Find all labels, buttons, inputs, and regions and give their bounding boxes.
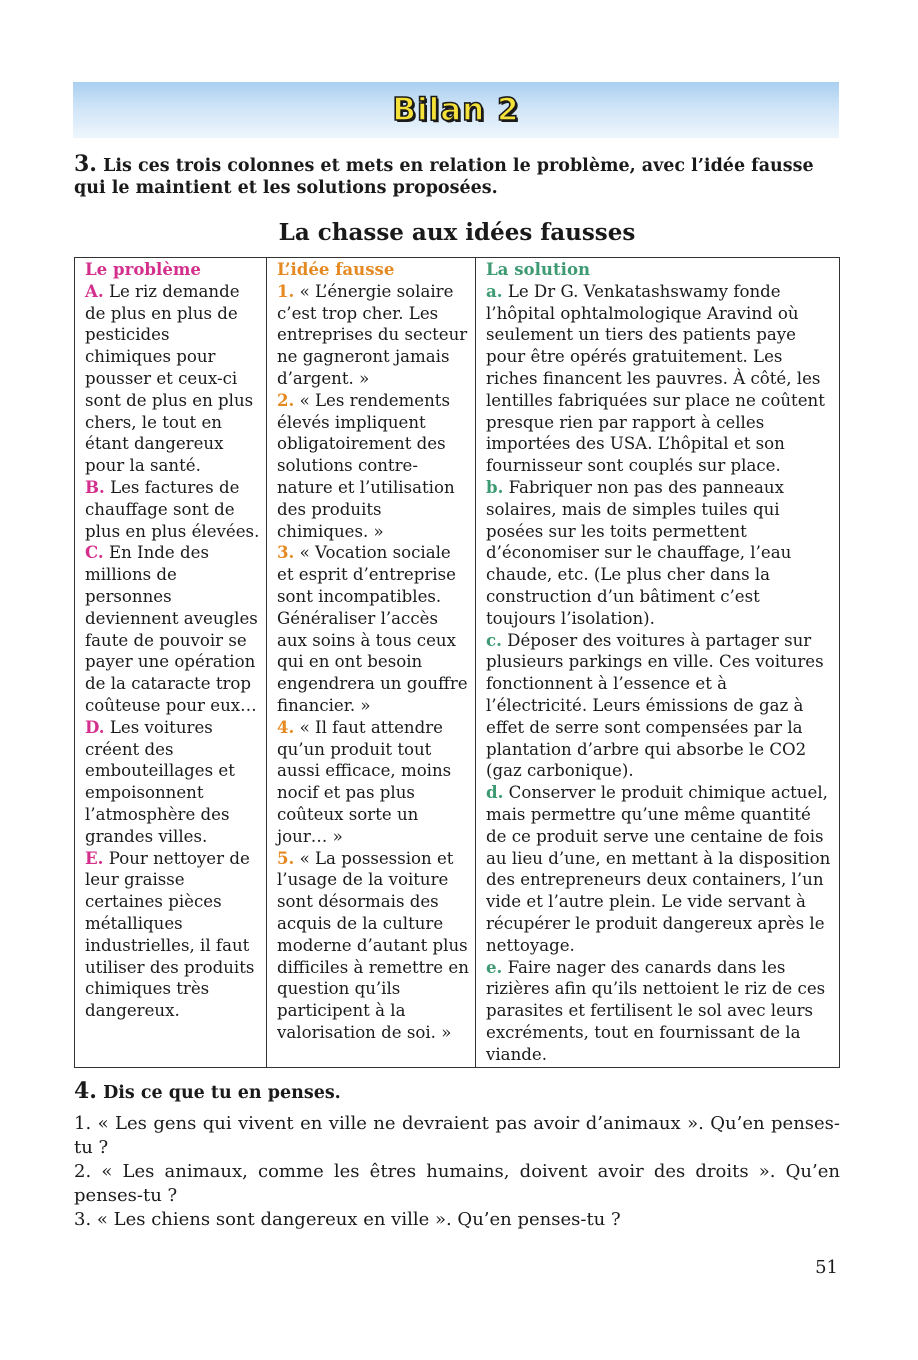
list-item bbox=[277, 543, 468, 715]
item-text: Les factures de chauffage sont de plus en plus élevées. bbox=[85, 477, 260, 541]
item-label: 4. bbox=[277, 716, 295, 737]
page-title: Bilan 2 bbox=[392, 92, 520, 128]
item-text: Le Dr G. Venkatashswamy fonde l’hôpital ophtalmologique Aravind où seulement un tiers des patients paye pour être opérés gratuitement. Les riches financent les pauvres. À côté, les lentilles fabriquées sur place ne coûtent presque rien par rapport à celles importées des USA. L’hôpital et son fournisseur sont couplés sur place. bbox=[486, 281, 825, 476]
item-label: 1. bbox=[277, 280, 295, 301]
ideas-table bbox=[74, 257, 840, 1068]
item-label: E. bbox=[85, 847, 104, 868]
column-header: L’idée fausse bbox=[277, 259, 395, 279]
list-item bbox=[85, 718, 235, 846]
list-item bbox=[486, 783, 830, 955]
item-label: 3. bbox=[277, 542, 295, 563]
list-item bbox=[486, 631, 824, 781]
item-text: Le riz demande de plus en plus de pesticides chimiques pour pousser et ceux-ci sont de plus en plus chers, le tout en étant dangereux pour la santé. bbox=[85, 281, 254, 476]
item-text: En Inde des millions de personnes deviennent aveugles faute de pouvoir se payer une opération de la cataracte trop coûteuse pour eux… bbox=[85, 543, 258, 715]
page-number: 51 bbox=[815, 1257, 838, 1278]
item-label: C. bbox=[85, 542, 104, 563]
exercise-4 bbox=[74, 1080, 840, 1104]
question-list bbox=[74, 1112, 840, 1232]
column-solution bbox=[476, 258, 840, 1068]
list-item bbox=[277, 718, 451, 846]
item-text: « Les rendements élevés impliquent obligatoirement des solutions contre-nature et l’utilisation des produits chimiques. » bbox=[277, 390, 455, 541]
list-item bbox=[277, 282, 467, 388]
list-item bbox=[85, 478, 259, 541]
list-item bbox=[486, 478, 791, 628]
item-label: 2. bbox=[277, 389, 295, 410]
list-item bbox=[85, 849, 254, 1021]
question-item: 2. « Les animaux, comme les êtres humains, doivent avoir des droits ». Qu’en penses-tu ? bbox=[74, 1161, 840, 1206]
item-label: c. bbox=[486, 629, 502, 650]
item-text: « Vocation sociale et esprit d’entreprise sont incompatibles. Généraliser l’accès aux soins à tous ceux qui en ont besoin engendrera un gouffre financier. » bbox=[277, 543, 468, 715]
exercise-3 bbox=[74, 153, 840, 199]
item-text: « Il faut attendre qu’un produit tout aussi efficace, moins nocif et pas plus coûteux sorte un jour… » bbox=[277, 717, 452, 846]
column-header: La solution bbox=[486, 259, 591, 279]
item-text: Les voitures créent des embouteillages et empoisonnent l’atmosphère des grandes villes. bbox=[85, 717, 235, 846]
item-text: Conserver le produit chimique actuel, mais permettre qu’une même quantité de ce produit serve une centaine de fois au lieu d’une, en mettant à la disposition des entrepreneurs deux containers, l’un vide et l’autre plein. Le vide servant à récupérer le produit dangereux après le nettoyage. bbox=[486, 783, 831, 955]
item-text: « La possession et l’usage de la voiture sont désormais des acquis de la culture moderne d’autant plus difficiles à remettre en question qu’ils participent à la valorisation de soi. » bbox=[277, 848, 469, 1042]
item-text: Faire nager des canards dans les rizières afin qu’ils nettoient le riz de ces parasites et fertilisent le sol avec leurs excréments, tout en fournissant de la viande. bbox=[486, 957, 826, 1064]
exercise-number: 4. bbox=[74, 1078, 97, 1104]
exercise-instruction: Dis ce que tu en penses. bbox=[103, 1083, 341, 1103]
item-label: b. bbox=[486, 476, 504, 497]
item-label: e. bbox=[486, 956, 503, 977]
column-header: Le problème bbox=[85, 259, 201, 279]
table-row bbox=[75, 258, 840, 1068]
item-text: Fabriquer non pas des panneaux solaires, mais de simples tuiles qui posées sur les toits permettent d’économiser sur le chauffage, l’eau chaude, etc. (Le plus cher dans la construction d’un bâtiment c’est toujours l’isolation). bbox=[486, 477, 792, 628]
list-item bbox=[486, 282, 825, 475]
item-text: Pour nettoyer de leur graisse certaines pièces métalliques industrielles, il faut utiliser des produits chimiques très dangereux. bbox=[85, 848, 255, 1021]
title-banner bbox=[73, 82, 839, 138]
list-item bbox=[277, 391, 455, 541]
item-text: « L’énergie solaire c’est trop cher. Les entreprises du secteur ne gagneront jamais d’argent. » bbox=[277, 281, 468, 388]
list-item bbox=[85, 543, 258, 715]
exercise-number: 3. bbox=[74, 151, 97, 177]
exercise-instruction: Lis ces trois colonnes et mets en relation le problème, avec l’idée fausse qui le maintient et les solutions proposées. bbox=[74, 156, 814, 198]
question-item: 1. « Les gens qui vivent en ville ne devraient pas avoir d’animaux ». Qu’en penses-tu ? bbox=[74, 1113, 840, 1158]
item-label: d. bbox=[486, 782, 504, 803]
question-item: 3. « Les chiens sont dangereux en ville ». Qu’en penses-tu ? bbox=[74, 1209, 621, 1230]
list-item bbox=[486, 958, 825, 1064]
column-probleme bbox=[75, 258, 267, 1068]
item-label: 5. bbox=[277, 847, 295, 868]
item-label: A. bbox=[85, 280, 104, 301]
item-label: B. bbox=[85, 476, 105, 497]
column-idee-fausse bbox=[267, 258, 476, 1068]
list-item bbox=[85, 282, 253, 475]
list-item bbox=[277, 849, 469, 1042]
item-text: Déposer des voitures à partager sur plusieurs parkings en ville. Ces voitures fonctionnent à l’essence et à l’électricité. Leurs émissions de gaz à effet de serre sont compensées par la plantation d’arbre qui absorbe le CO2 (gaz carbonique). bbox=[486, 630, 824, 781]
item-label: a. bbox=[486, 280, 503, 301]
item-label: D. bbox=[85, 716, 105, 737]
table-title: La chasse aux idées fausses bbox=[278, 219, 636, 246]
